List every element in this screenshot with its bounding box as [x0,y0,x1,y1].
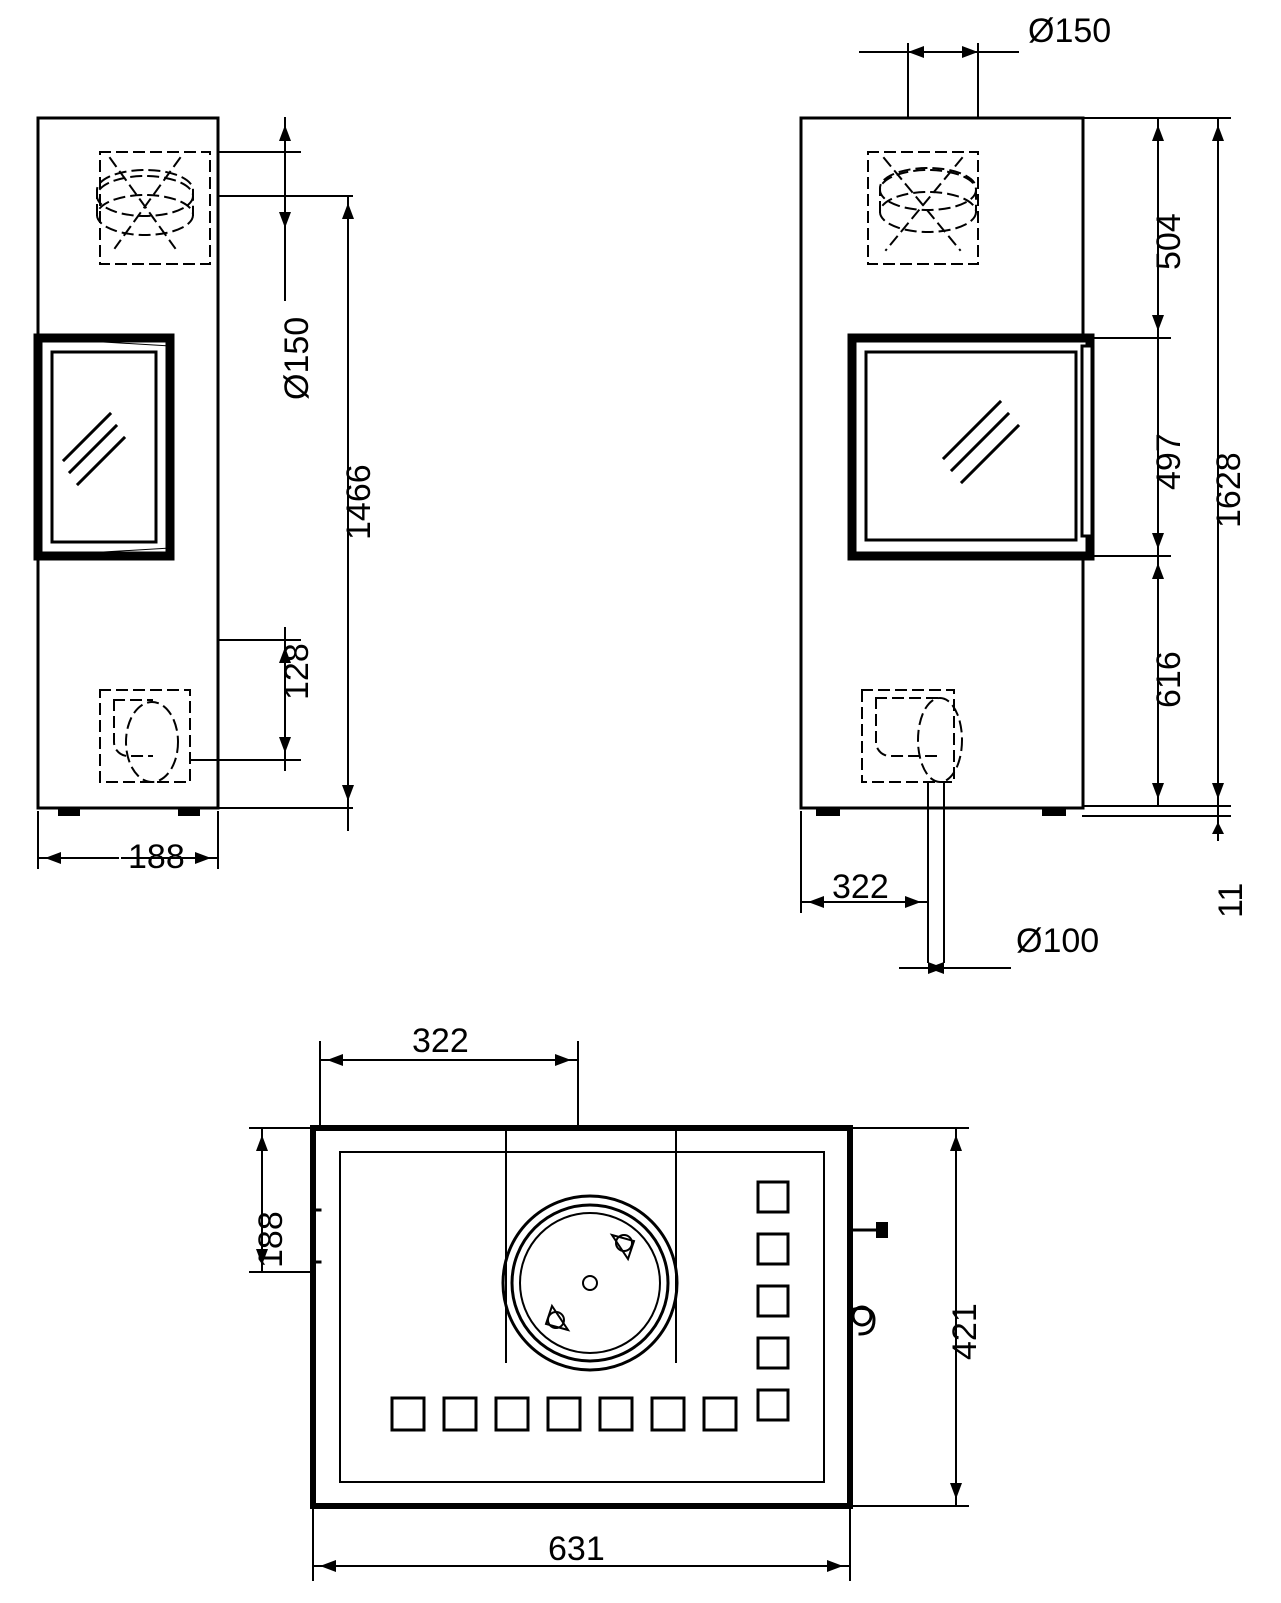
dim-front-top-to-door: 504 [1150,213,1188,270]
dim-side-total-height: 1466 [340,464,378,540]
dim-front-air-dia: Ø100 [1016,922,1100,960]
dim-top-flue-offset: 322 [412,1022,469,1060]
dim-front-flue-offset: 322 [832,868,889,906]
dim-top-depth-front: 188 [252,1211,290,1268]
dim-top-total-depth: 421 [946,1303,984,1360]
dim-top-total-width: 631 [548,1530,605,1568]
dim-front-foot-height: 11 [1212,882,1250,918]
dim-front-total-height: 1628 [1210,452,1248,528]
top-view-body [313,1128,888,1506]
dim-side-depth: 188 [128,838,185,876]
dim-side-flue-dia: Ø150 [278,316,316,400]
dim-front-door-to-floor: 616 [1150,651,1188,708]
dim-front-flue-dia: Ø150 [1028,12,1112,50]
dim-front-door-height: 497 [1150,433,1188,490]
front-view-body [801,118,1092,816]
dim-side-air-inlet-height: 128 [278,643,316,700]
